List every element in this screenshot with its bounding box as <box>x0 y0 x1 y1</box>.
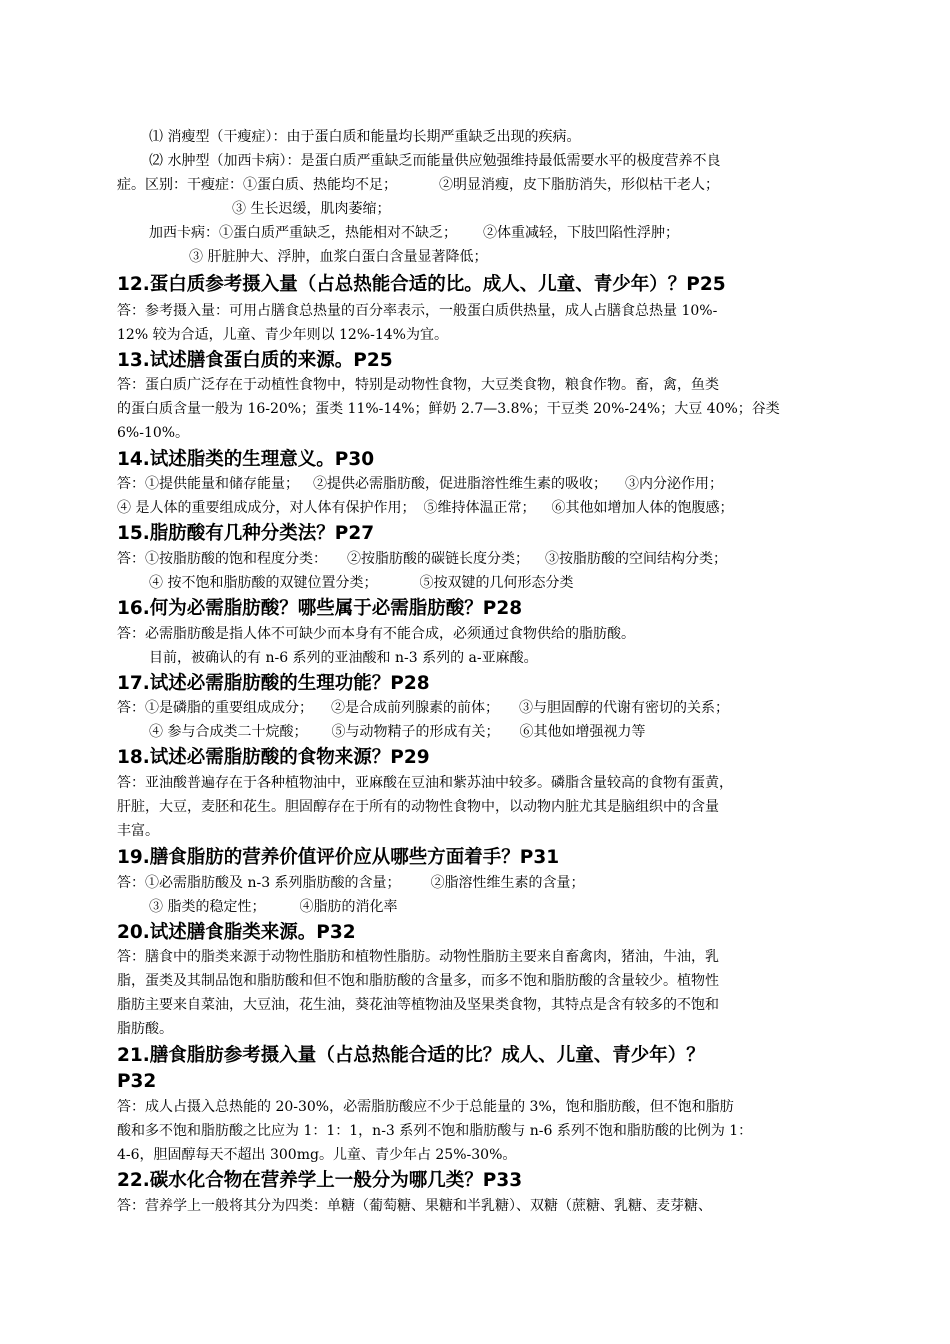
text-segment: 答：①是磷脂的重要组成成分； <box>117 700 313 716</box>
text-segment: ②脂溶性维生素的含量； <box>430 875 585 891</box>
answer-block <box>117 547 857 595</box>
text-segment: ④ 是人体的重要组成成分，对人体有保护作用； <box>117 500 416 516</box>
text-segment: 答：①提供能量和储存能量； <box>117 476 299 492</box>
question-heading: 22.碳水化合物在营养学上一般分为哪几类？P33 <box>117 1170 523 1191</box>
text-segment: ④ 按不饱和脂肪酸的双键位置分类； <box>149 575 378 591</box>
text-segment: ③按脂肪酸的空间结构分类； <box>545 551 727 567</box>
text-segment: ④ 参与合成类二十烷酸； <box>149 724 308 740</box>
answer-block <box>117 373 857 445</box>
text-line: 12% 较为合适，儿童、青少年则以 12%-14%为宜。 <box>117 327 448 343</box>
heading-line: 21.膳食脂肪参考摄入量（占总热能合适的比？成人、儿童、青少年）？ <box>117 1045 705 1066</box>
answer-block <box>117 945 857 1041</box>
text-line: 目前，被确认的有 n-6 系列的亚油酸和 n-3 系列的 a-亚麻酸。 <box>149 650 538 666</box>
answer-block <box>117 622 857 670</box>
text-line: ⑴ 消瘦型（干瘦症）：由于蛋白质和能量均长期严重缺乏出现的疾病。 <box>149 129 581 145</box>
text-line: 丰富。 <box>117 823 159 839</box>
text-segment: 症。区别：干瘦症：①蛋白质、热能均不足； <box>117 177 397 193</box>
answer-block <box>117 472 857 520</box>
question-heading: 16.何为必需脂肪酸？哪些属于必需脂肪酸？P28 <box>117 598 523 619</box>
text-line <box>117 571 857 595</box>
question-heading <box>117 1043 857 1095</box>
question-heading: 14.试述脂类的生理意义。P30 <box>117 449 375 470</box>
text-segment: ⑥其他如增强视力等 <box>519 724 646 740</box>
text-line: 脂肪主要来自菜油，大豆油，花生油，葵花油等植物油及坚果类食物，其特点是含有较多的不饱和 <box>117 997 719 1013</box>
text-line: 答：蛋白质广泛存在于动植性食物中，特别是动物性食物，大豆类食物，粮食作物。畜，禽，鱼类 <box>117 377 719 393</box>
text-line: 脂肪酸。 <box>117 1021 173 1037</box>
text-line: 答：营养学上一般将其分为四类：单糖（葡萄糖、果糖和半乳糖）、双糖（蔗糖、乳糖、麦芽糖、 <box>117 1198 712 1214</box>
text-segment: 答：①按脂肪酸的饱和程度分类： <box>117 551 327 567</box>
answer-block <box>117 1095 857 1167</box>
text-line: ③ 生长迟缓，肌肉萎缩； <box>232 201 391 217</box>
text-segment: ③内分泌作用； <box>625 476 723 492</box>
text-segment: ②体重减轻，下肢凹陷性浮肿； <box>483 225 679 241</box>
text-segment: ②提供必需脂肪酸，促进脂溶性维生素的吸收； <box>313 476 607 492</box>
answer-block <box>117 1194 857 1218</box>
text-line: 的蛋白质含量一般为 16-20%；蛋类 11%-14%；鲜奶 2.7—3.8%；干豆类 20%-24%；大豆 40%；谷类 <box>117 401 780 417</box>
text-line <box>117 472 857 496</box>
text-segment: ②明显消瘦，皮下脂肪消失，形似枯干老人； <box>439 177 719 193</box>
text-segment: ⑤与动物精子的形成有关； <box>331 724 500 740</box>
text-segment: ⑥其他如增加人体的饱腹感； <box>551 500 734 516</box>
answer-block <box>117 771 857 843</box>
text-segment: ②是合成前列腺素的前体； <box>331 700 499 716</box>
text-segment: ⑤维持体温正常； <box>423 500 536 516</box>
text-line: 答：成人占摄入总热能的 20-30%，必需脂肪酸应不少于总能量的 3%，饱和脂肪酸，但不饱和脂肪 <box>117 1099 734 1115</box>
question-heading: 12.蛋白质参考摄入量（占总热能合适的比。成人、儿童、青少年）？P25 <box>117 274 726 295</box>
text-line: 肝脏，大豆，麦胚和花生。胆固醇存在于所有的动物性食物中，以动物内脏尤其是脑组织中的含量 <box>117 799 719 815</box>
text-line <box>117 696 857 720</box>
text-segment: ⑤按双键的几何形态分类 <box>419 575 574 591</box>
question-heading: 13.试述膳食蛋白质的来源。P25 <box>117 350 393 371</box>
answer-block <box>117 871 857 919</box>
text-line: 答：必需脂肪酸是指人体不可缺少而本身有不能合成，必须通过食物供给的脂肪酸。 <box>117 626 635 642</box>
text-line <box>117 173 857 197</box>
text-segment: ②按脂肪酸的碳链长度分类； <box>347 551 529 567</box>
heading-line: P32 <box>117 1071 157 1092</box>
question-heading: 17.试述必需脂肪酸的生理功能？P28 <box>117 673 430 694</box>
text-line: 答：亚油酸普遍存在于各种植物油中，亚麻酸在豆油和紫苏油中较多。磷脂含量较高的食物有蛋黄， <box>117 775 733 791</box>
text-line <box>117 895 857 919</box>
text-line <box>117 871 857 895</box>
answer-block <box>117 696 857 744</box>
text-line: 4-6，胆固醇每天不超出 300mg。儿童、青少年占 25%-30%。 <box>117 1147 517 1163</box>
question-heading: 18.试述必需脂肪酸的食物来源？P29 <box>117 747 430 768</box>
text-line <box>117 720 857 744</box>
text-segment: ③ 脂类的稳定性； <box>149 899 266 915</box>
text-line: 6%-10%。 <box>117 425 190 441</box>
text-segment: 答：①必需脂肪酸及 n-3 系列脂肪酸的含量； <box>117 875 401 891</box>
question-heading: 20.试述膳食脂类来源。P32 <box>117 922 356 943</box>
answer-block <box>117 299 857 347</box>
text-line <box>117 221 857 245</box>
question-heading: 19.膳食脂肪的营养价值评价应从哪些方面着手？P31 <box>117 847 560 868</box>
text-line <box>117 496 857 520</box>
text-line: 答：膳食中的脂类来源于动物性脂肪和植物性脂肪。动物性脂肪主要来自畜禽肉，猪油，牛油，乳 <box>117 949 719 965</box>
question-heading: 15.脂肪酸有几种分类法？P27 <box>117 523 375 544</box>
text-segment: ④脂肪的消化率 <box>299 899 398 915</box>
text-line: 脂，蛋类及其制品饱和脂肪酸和但不饱和脂肪酸的含量多，而多不饱和脂肪酸的含量较少。植物性 <box>117 973 719 989</box>
text-line <box>117 547 857 571</box>
text-segment: 加西卡病：①蛋白质严重缺乏，热能相对不缺乏； <box>149 225 457 241</box>
text-segment: ③与胆固醇的代谢有密切的关系； <box>519 700 729 716</box>
text-line: 酸和多不饱和脂肪酸之比应为 1：1：1，n-3 系列不饱和脂肪酸与 n-6 系列不饱和脂肪酸的比例为 1： <box>117 1123 753 1139</box>
text-line: ⑵ 水肿型（加西卡病）：是蛋白质严重缺乏而能量供应勉强维持最低需要水平的极度营养不良 <box>149 153 721 169</box>
text-line: 答：参考摄入量：可用占膳食总热量的百分率表示，一般蛋白质供热量，成人占膳食总热量 10%- <box>117 303 718 319</box>
text-line: ③ 肝脏肿大、浮肿，血浆白蛋白含量显著降低； <box>189 249 488 265</box>
intro-section <box>117 125 857 269</box>
